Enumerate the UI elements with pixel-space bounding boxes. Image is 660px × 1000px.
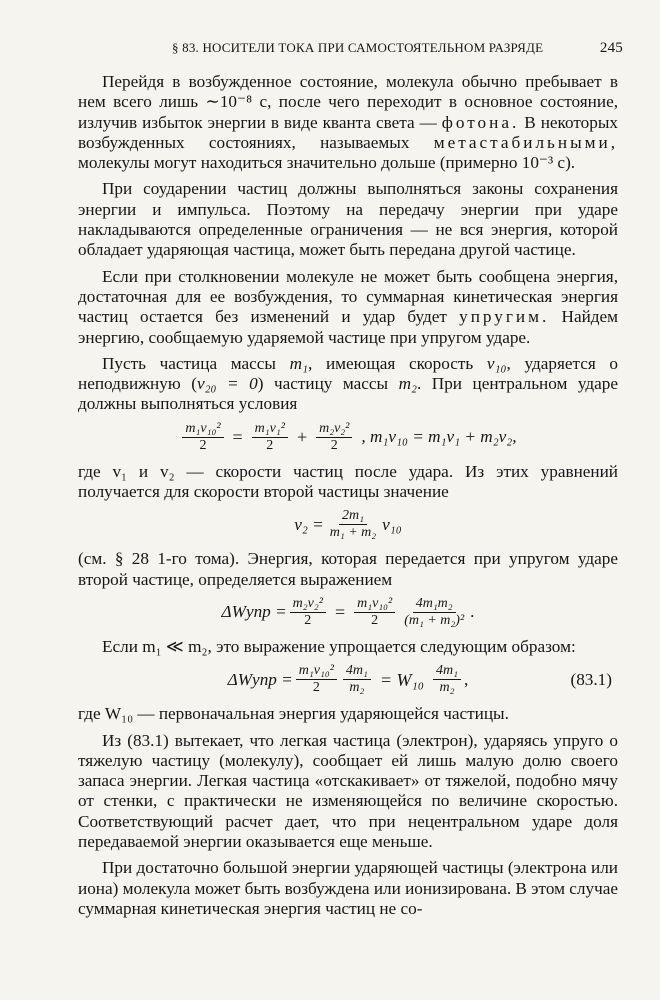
running-title: § 83. НОСИТЕЛИ ТОКА ПРИ САМОСТОЯТЕЛЬНОМ РАЗРЯДЕ — [172, 40, 544, 55]
equation-83-1: ΔWупр = $\frac{\text{m₁v₁₀²}}{2}$ $\frac{\text{4m₁}}{\text{m₂}}$ = W₁₀ $\frac{\text{4m₁}}{\text{m₂}}$ , (83.1) — [227, 663, 612, 696]
paragraph-elastic-collision: Если при столкновении молекуле не может быть сообщена энергия, достаточная для ее возбуждения, то суммарная кинетическая энергия частиц остается без изменений и удар будет упругим. Найдем энергию, сообщаемую ударяемой частице при упругом ударе. — [78, 266, 619, 347]
paragraph-light-particle: Из (83.1) вытекает, что легкая частица (электрон), ударяясь упруго о тяжелую частицу (молекулу), сообщает ей лишь малую долю своего запаса энергии. Легкая частица «отскакивает» от тяжелой, подобно мячу от стенки, с практически не изменяющейся по величине скоростью. Соответствующий расчет дает, что при нецентральном ударе доля передаваемой энергии оказывается еще меньше. — [78, 730, 618, 852]
equation-number: (83.1) — [570, 669, 612, 689]
paragraph-excitation-ionization: При достаточно большой энергии ударяющей частицы (электрона или иона) молекула может быть возбуждена или ионизирована. В этом случае суммарная кинетическая энергия частиц не со- — [78, 858, 618, 918]
spaced-term-photon: фотона. — [441, 112, 520, 132]
body-text — [78, 72, 618, 925]
spaced-term-elastic: упругим. — [459, 307, 550, 327]
page-number: 245 — [599, 40, 623, 56]
paragraph-central-impact: Пусть частица массы m₁, имеющая скорость v₁₀, ударяется о неподвижную (v₂₀ = 0) частицу массы m₂. При центральном ударе должны выполняться условия — [78, 353, 619, 414]
paragraph-velocities: где v₁ и v₂ — скорости частиц после удара. Из этих уравнений получается для скорости второй частицы значение — [78, 461, 618, 502]
paragraph-initial-energy: где W₁₀ — первоначальная энергия ударяющейся частицы. — [78, 704, 509, 724]
equation-velocity-v2: v₂ = $\frac{\text{2m₁}}{\text{m₁ + m₂}}$ v₁₀ — [294, 508, 402, 541]
equation-energy-elastic: ΔWупр = $\frac{\text{m₂v₂²}}{2}$ = $\frac{\text{m₁v₁₀²}}{2}$ $\frac{\text{4m₁m₂}}{\text{(m₁ + m₂)²}}$ . — [221, 595, 475, 628]
spaced-term-metastable: метастабильными, — [433, 132, 618, 152]
equation-conservation: $\frac{\text{m₁v₁₀²}}{2}$ = $\frac{\text{m₁v₁²}}{2}$ + $\frac{\text{m₂v₂²}}{2}$ , m₁v₁₀ = m₁v₁ + m₂v₂, — [78, 421, 618, 454]
paragraph-energy-transfer: (см. § 28 1-го тома). Энергия, которая передается при упругом ударе второй частице, определяется выражением — [78, 549, 618, 589]
paragraph-conservation-laws: При соударении частиц должны выполняться законы сохранения энергии и импульса. Поэтому на передачу энергии при ударе накладываются определенные ограничения — не вся энергия, которой обладает ударяющая частица, может быть передана другой частице. — [78, 179, 618, 260]
paragraph-excited-state: Перейдя в возбужденное состояние, молекула обычно пребывает в нем всего лишь ∼10⁻⁸ с, после чего переходит в основное состояние, излучив избыток энергии в виде кванта света — фотона. В некоторых возбужденных состояниях, называемых метастабильными, молекулы могут находиться значительно дольше (примерно 10⁻³ с). — [78, 72, 618, 173]
paragraph-simplification: Если m₁ ≪ m₂, это выражение упрощается следующим образом: — [102, 636, 576, 656]
